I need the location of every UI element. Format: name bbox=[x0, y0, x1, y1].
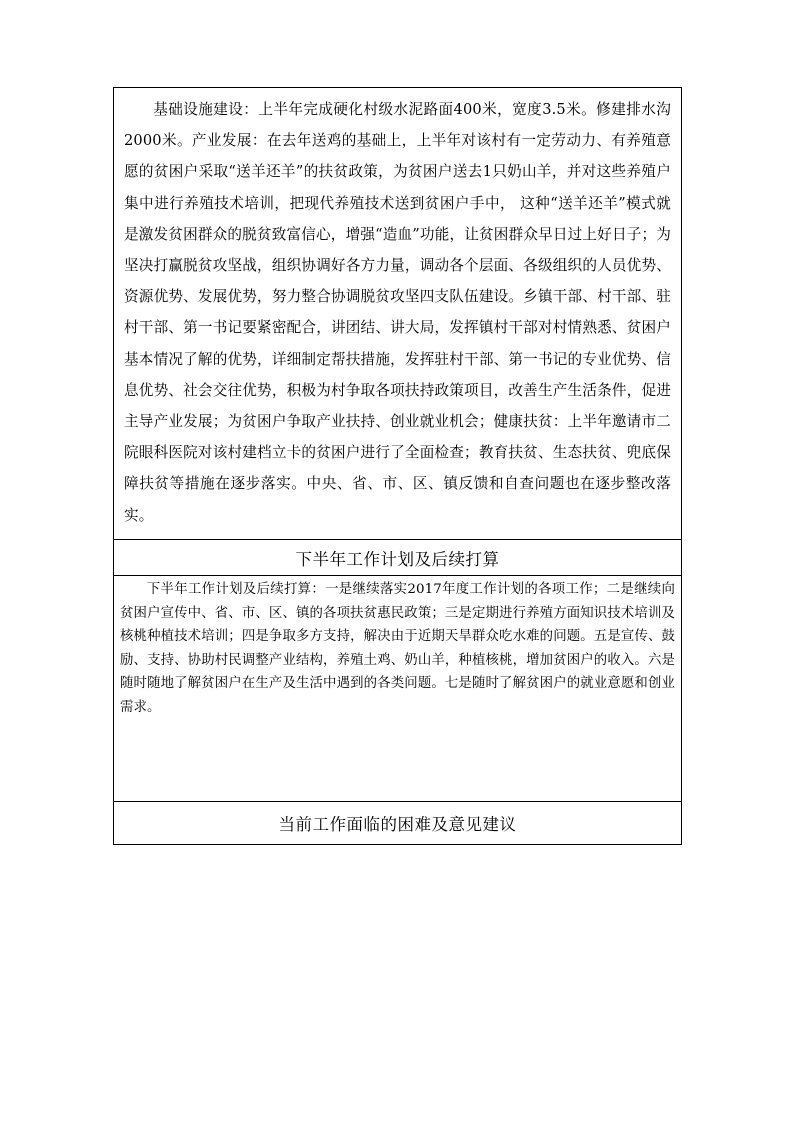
difficulties-suggestions-heading: 当前工作面临的困难及意见建议 bbox=[278, 815, 517, 834]
second-half-plan-heading: 下半年工作计划及后续打算 bbox=[114, 540, 681, 576]
second-half-plan-text: 下半年工作计划及后续打算：一是继续落实2017年度工作计划的各项工作；二是继续向贫困户宣传中、省、市、区、镇的各项扶贫惠民政策；三是定期进行养殖方面知识技术培训及核桃种植技术培训；四是争取多方支持，解决由于近期天旱群众吃水难的问题。五是宣传、鼓励、支持、协助村民调整产业结构，养殖土鸡、奶山羊，种植核桃，增加贫困户的收入。六是随时随地了解贫困户在生产及生活中遇到的各类问题。七是随时了解贫困户的就业意愿和创业需求。 bbox=[114, 576, 681, 802]
report-form-table bbox=[113, 87, 682, 845]
progress-summary-text: 基础设施建设：上半年完成硬化村级水泥路面400米，宽度3.5米。修建排水沟2000米。产业发展：在去年送鸡的基础上，上半年对该村有一定劳动力、有养殖意愿的贫困户采取“送羊还羊”的扶贫政策，为贫困户送去1只奶山羊，并对这些养殖户集中进行养殖技术培训，把现代养殖技术送到贫困户手中， 这种“送羊还羊”模式就是激发贫困群众的脱贫致富信心，增强“造血”功能，让贫困群众早日过上好日子；为坚决打赢脱贫攻坚战，组织协调好各方力量，调动各个层面、各级组织的人员优势、资源优势、发展优势，努力整合协调脱贫攻坚四支队伍建设。乡镇干部、村干部、驻村干部、第一书记要紧密配合，讲团结、讲大局，发挥镇村干部对村情熟悉、贫困户基本情况了解的优势，详细制定帮扶措施，发挥驻村干部、第一书记的专业优势、信息优势、社会交往优势，积极为村争取各项扶持政策项目，改善生产生活条件，促进主导产业发展；为贫困户争取产业扶持、创业就业机会；健康扶贫：上半年邀请市二院眼科医院对该村建档立卡的贫困户进行了全面检查；教育扶贫、生态扶贫、兜底保障扶贫等措施在逐步落实。中央、省、市、区、镇反馈和自查问题也在逐步整改落实。 bbox=[114, 88, 681, 540]
